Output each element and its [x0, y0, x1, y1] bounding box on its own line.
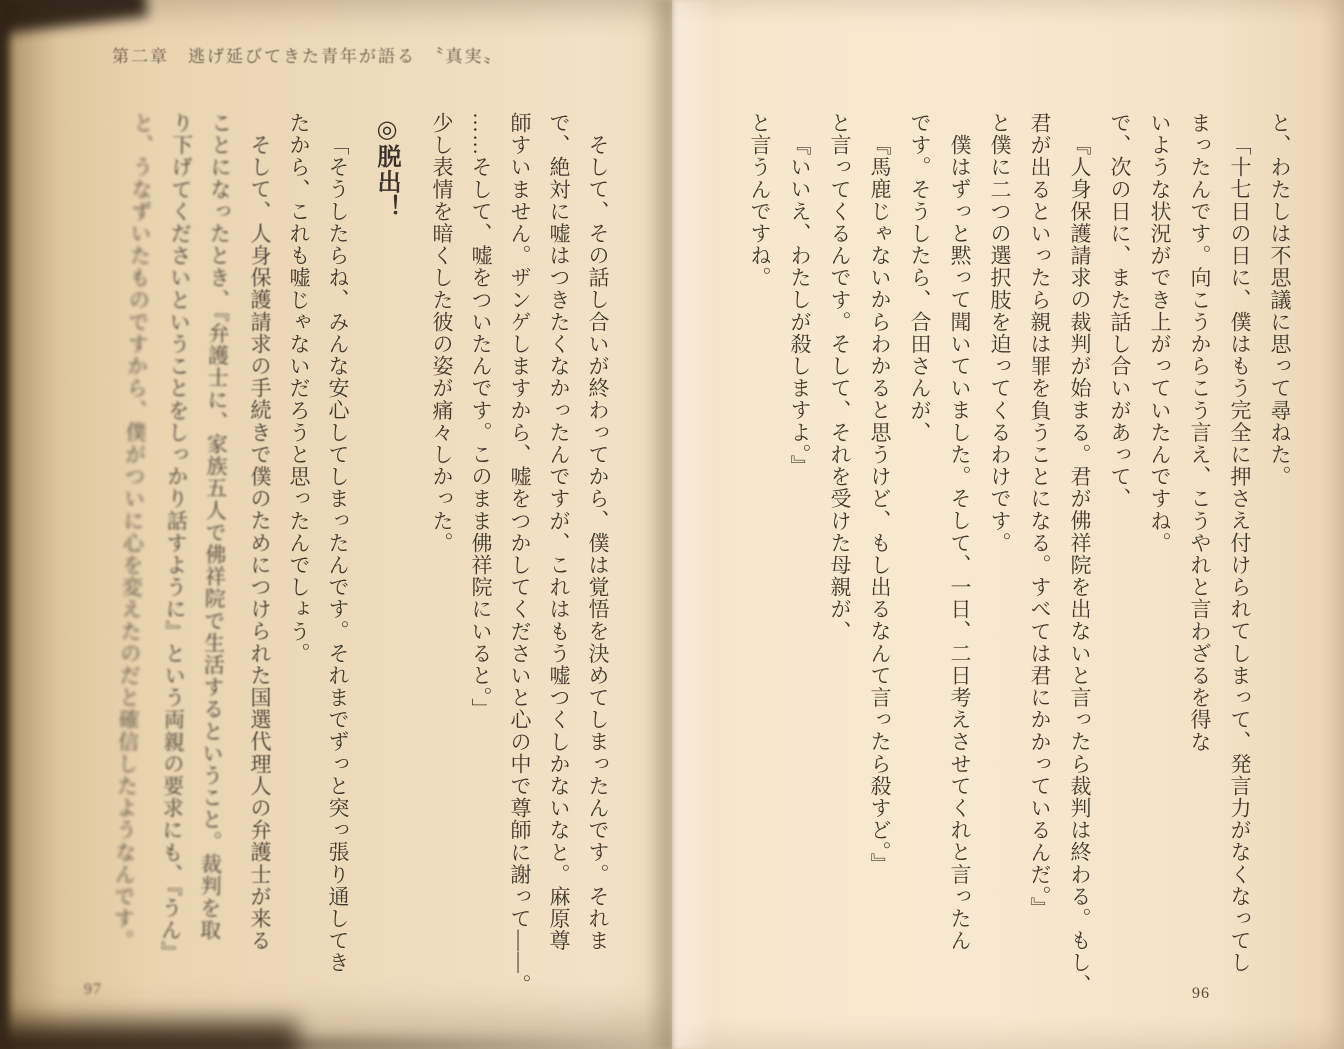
section-heading: ◎脱出！	[373, 115, 400, 220]
text-column: 『人身保護請求の裁判が始まる。君が佛祥院を出ないと言ったら裁判は終わる。もし、	[1068, 134, 1092, 996]
left-page-body	[110, 111, 617, 1014]
text-column: まったんです。向こうからこう言え、こうやれと言わざるを得な	[1188, 112, 1212, 753]
text-column: と言うんですね。	[748, 112, 772, 289]
text-column: いような状況ができ上がっていたんですね。	[1148, 112, 1172, 554]
page-number: 97	[84, 981, 102, 998]
text-column: と、わたしは不思議に思って尋ねた。	[1268, 112, 1292, 488]
chapter-running-head: 第二章 逃げ延びてきた青年が語る 〝真実〟	[112, 47, 503, 66]
text-column: です。そうしたら、合田さんが、	[908, 112, 932, 444]
bottom-edge-shadow	[0, 1037, 660, 1049]
right-page-body	[740, 112, 1300, 1012]
text-column: で、絶対に嘘はつきたくなかったんですが、これはもう嘘つくしかないなと。麻原尊	[547, 112, 571, 952]
text-column: 少し表情を暗くした彼の姿が痛々しかった。	[430, 112, 454, 554]
text-column: と言ってくるんです。そして、それを受けた母親が、	[828, 112, 852, 643]
text-column: そして、その話し合いが終わってから、僕は覚悟を決めてしまったんです。それま	[586, 134, 610, 952]
text-column: 『馬鹿じゃないからわかると思うけど、もし出るなんて言ったら殺すど。』	[868, 134, 892, 875]
right-page	[672, 0, 1344, 1049]
text-column: ことになったとき、『弁護士に、家族五人で佛祥院で生活するということ。裁判を取	[197, 111, 233, 942]
text-column: ……そして、嘘をついたんです。このまま佛祥院にいると。」	[469, 112, 493, 721]
page-number: 96	[1192, 985, 1210, 1002]
text-column: 君が出るといったら親は罪を負うことになる。すべては君にかかっているんだ。』	[1028, 112, 1052, 920]
text-column: 「十七日の日に、僕はもう完全に押さえ付けられてしまって、発言力がなくなってし	[1228, 134, 1252, 974]
text-column: 師すいません。ザンゲしますから、嘘をつかしてくださいと心の中で尊師に謝って——。	[508, 112, 532, 996]
text-column: と僕に二つの選択肢を迫ってくるわけです。	[988, 112, 1012, 554]
text-column: そして、人身保護請求の手続きで僕のためにつけられた国選代理人の弁護士が来る	[248, 134, 272, 952]
text-column: で、次の日に、また話し合いがあって、	[1108, 112, 1132, 510]
text-column: と、うなずいたものですから、僕がついに心を変えたのだと確信したようなんです。	[110, 111, 155, 952]
left-page-edge-shadow	[0, 0, 8, 1049]
text-column: 『いいえ、わたしが殺しますよ。』	[788, 134, 812, 478]
text-column: り下げてくださいということをしっかり話すように』という両親の要求にも、『うん』	[158, 111, 194, 964]
text-column: 「そうしたらね、みんな安心してしまったんです。それまでずっと突っ張り通してき	[326, 134, 350, 974]
text-column: 僕はずっと黙って聞いていました。そして、一日、二日考えさせてくれと言ったん	[948, 134, 972, 952]
text-column: たから、これも嘘じゃないだろうと思ったんでしょう。	[287, 112, 311, 665]
